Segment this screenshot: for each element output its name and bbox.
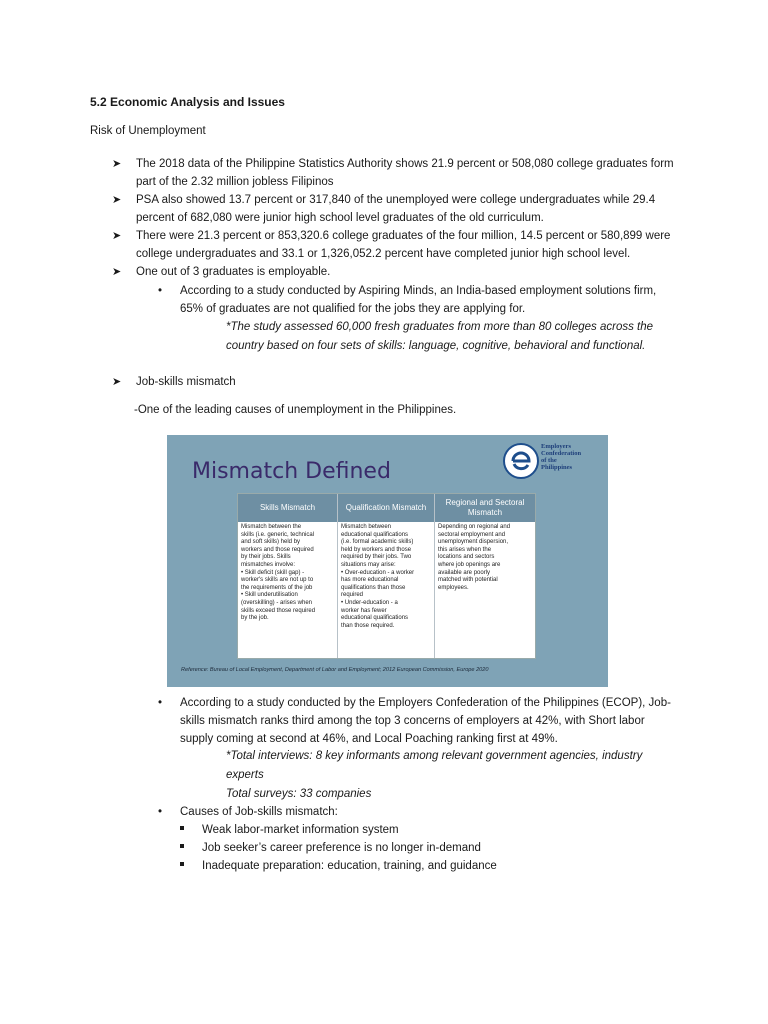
table-cell-line: Mismatch between <box>341 524 392 530</box>
section-heading: 5.2 Economic Analysis and Issues <box>90 95 285 109</box>
table-cell-line: educational qualifications <box>341 615 409 622</box>
table-cell-line: matched with potential <box>438 577 498 584</box>
table-cell-line: this arises when the <box>438 546 492 553</box>
table-cell-line: where job openings are <box>438 561 501 568</box>
table-cell-line: Depending on regional and <box>438 524 511 530</box>
arrow-bullet-icon: ➤ <box>112 266 122 278</box>
table-cell-line: held by workers and those <box>341 546 412 553</box>
table-header: Qualification Mismatch <box>338 494 435 522</box>
table-cell-line: employees. <box>438 584 469 591</box>
arrow-bullet-icon: ➤ <box>112 376 122 388</box>
table-cell-line: worker has fewer <box>341 607 387 614</box>
table-cell-line: sectoral employment and <box>438 531 506 538</box>
table-cell-line: situations may arise: <box>341 561 396 568</box>
table-cell-line: educational qualifications <box>341 531 409 538</box>
table-cell-line: • Skill underutilisation <box>241 592 298 599</box>
square-bullet-icon <box>180 844 184 848</box>
table-cell-line: available are poorly <box>438 569 491 576</box>
table-cell-line: required by their jobs. Two <box>341 554 412 561</box>
table-cell-line: required <box>341 592 364 599</box>
survey-note: *Total interviews: 8 key informants among relevant government agencies, industry experts Total surveys: 33 companies <box>226 750 643 800</box>
table-header: Regional and Sectoral Mismatch <box>435 494 535 522</box>
table-cell <box>338 524 434 630</box>
table-cell-line: by their jobs. Skills <box>241 554 291 561</box>
table-cell-line: than those required. <box>341 622 395 629</box>
bullet-icon: • <box>158 806 163 818</box>
table-cell-line: and soft skills) held by <box>241 539 301 546</box>
mismatch-slide-image <box>167 435 608 687</box>
bullet-icon: • <box>158 285 163 297</box>
table-cell-line: • Under-education - a <box>341 599 398 606</box>
table-cell-line: by the job. <box>241 615 269 622</box>
table-cell-line: workers and those required <box>241 546 314 553</box>
ecop-logo: Employers Confederation of the Philippines <box>503 443 603 487</box>
table-cell-line: skills exceed those required <box>241 607 316 614</box>
table-cell-line: (overskilling) - arises when <box>241 599 313 606</box>
table-cell-line: (i.e. formal academic skills) <box>341 539 414 546</box>
table-cell-line: • Skill deficit (skill gap) - <box>241 569 305 576</box>
ecop-logo-icon <box>503 443 539 479</box>
table-cell-line: has more educational <box>341 577 399 584</box>
table-header: Skills Mismatch <box>238 494 338 522</box>
table-cell-line: unemployment dispersion, <box>438 539 509 546</box>
table-cell-line: mismatches involve: <box>241 561 296 568</box>
bullet-icon: • <box>158 697 163 709</box>
arrow-bullet-icon: ➤ <box>112 158 122 170</box>
arrow-bullet-icon: ➤ <box>112 194 122 206</box>
table-cell-line: skills (i.e. generic, technical <box>241 531 315 538</box>
mismatch-table <box>237 493 536 659</box>
job-skills-description: -One of the leading causes of unemployment in the Philippines. <box>134 404 457 416</box>
table-cell-line: qualifications than those <box>341 584 406 591</box>
table-cell-line: Mismatch between the <box>241 524 302 530</box>
table-cell-line: • Over-education - a worker <box>341 569 415 576</box>
square-bullet-icon <box>180 826 184 830</box>
arrow-bullet-icon: ➤ <box>112 230 122 242</box>
square-bullet-icon <box>180 862 184 866</box>
table-cell-line: worker's skills are not up to <box>241 577 314 584</box>
table-cell-line: locations and sectors <box>438 554 495 561</box>
table-cell-line: the requirements of the job <box>241 584 313 591</box>
study-note: *The study assessed 60,000 fresh graduates from more than 80 colleges across the country based on four sets of skills: language, cognitive, behavioral and functional. <box>226 321 654 352</box>
subheading: Risk of Unemployment <box>90 125 206 137</box>
slide-reference: Reference: Bureau of Local Employment, Department of Labor and Employment; 2012 European Commission, Europe 2020 <box>181 667 489 673</box>
table-cell <box>435 524 535 592</box>
slide-title: Mismatch Defined <box>192 459 391 484</box>
table-cell <box>238 524 337 623</box>
